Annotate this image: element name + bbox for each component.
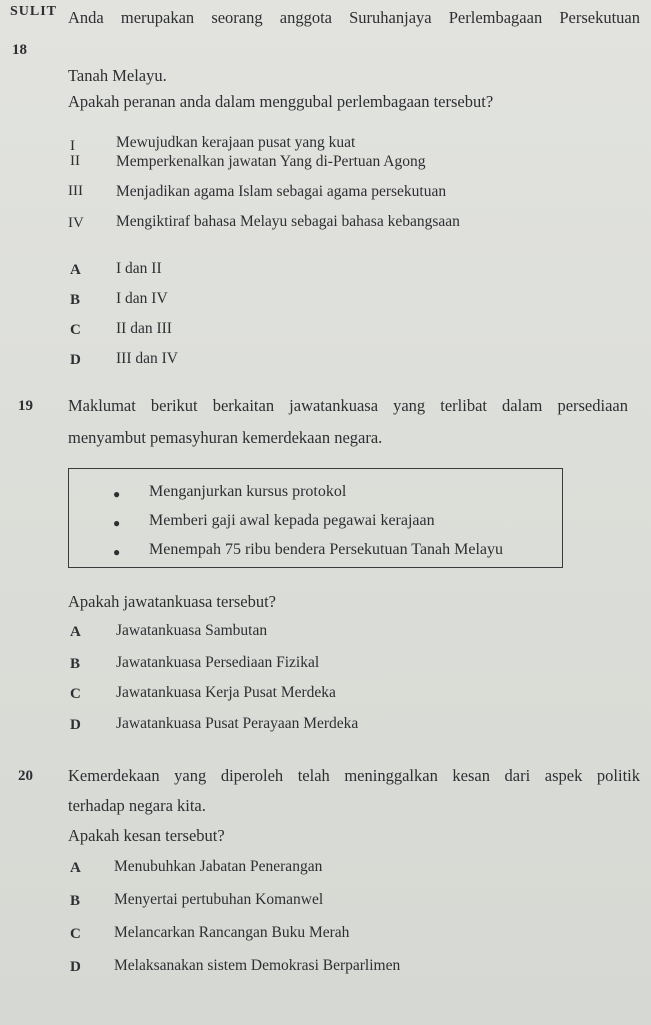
bullet-icon: ●: [113, 516, 121, 530]
info-box-item: [69, 539, 562, 569]
q19-option-b-letter[interactable]: B: [70, 656, 81, 672]
q20-option-a-text[interactable]: Menubuhkan Jabatan Penerangan: [114, 858, 323, 875]
q18-option-b-text[interactable]: I dan IV: [116, 290, 168, 307]
q19-option-d-text[interactable]: Jawatankuasa Pusat Perayaan Merdeka: [116, 715, 359, 732]
question-18-line2: Tanah Melayu.: [68, 66, 167, 85]
question-19-number: 19: [18, 398, 33, 414]
question-18-number: 18: [12, 42, 27, 58]
q18-option-b-letter[interactable]: B: [70, 292, 81, 308]
statement-2-number: II: [70, 153, 80, 169]
question-20-line1: Kemerdekaan yang diperoleh telah meninggalkan kesan dari aspek politik: [68, 766, 640, 785]
bullet-icon: ●: [113, 487, 121, 501]
info-box-item-text: Memberi gaji awal kepada pegawai kerajaan: [149, 512, 435, 529]
question-19-line1: Maklumat berikut berkaitan jawatankuasa yang terlibat dalam persediaan: [68, 396, 628, 415]
statement-2-text: Memperkenalkan jawatan Yang di-Pertuan Agong: [116, 153, 426, 170]
question-18-prompt: Apakah peranan anda dalam menggubal perlembagaan tersebut?: [68, 92, 494, 111]
page-header: SULIT: [10, 4, 58, 19]
q20-option-c-letter[interactable]: C: [70, 926, 81, 942]
q20-option-c-text[interactable]: Melancarkan Rancangan Buku Merah: [114, 924, 350, 941]
q18-option-a-letter[interactable]: A: [70, 262, 81, 278]
info-box-item-text: Menempah 75 ribu bendera Persekutuan Tanah Melayu: [149, 541, 504, 558]
q20-option-d-text[interactable]: Melaksanakan sistem Demokrasi Berparlimen: [114, 957, 401, 974]
q19-option-a-text[interactable]: Jawatankuasa Sambutan: [116, 622, 268, 639]
q19-option-d-letter[interactable]: D: [70, 717, 81, 733]
q20-option-a-letter[interactable]: A: [70, 860, 81, 876]
q20-option-d-letter[interactable]: D: [70, 959, 81, 975]
q18-option-c-letter[interactable]: C: [70, 322, 81, 338]
question-19-prompt: Apakah jawatankuasa tersebut?: [68, 592, 276, 611]
question-20-prompt: Apakah kesan tersebut?: [68, 826, 225, 845]
q19-option-c-letter[interactable]: C: [70, 686, 81, 702]
statement-3-number: III: [68, 183, 83, 199]
statement-3-text: Menjadikan agama Islam sebagai agama persekutuan: [116, 183, 447, 200]
q20-option-b-letter[interactable]: B: [70, 893, 81, 909]
info-box-item: [69, 481, 562, 511]
question-20-number: 20: [18, 768, 33, 784]
q18-option-d-text[interactable]: III dan IV: [116, 350, 178, 367]
info-box-item-text: Menganjurkan kursus protokol: [149, 483, 347, 500]
q20-option-b-text[interactable]: Menyertai pertubuhan Komanwel: [114, 891, 324, 908]
statement-1-text: Mewujudkan kerajaan pusat yang kuat: [116, 134, 356, 151]
q19-option-c-text[interactable]: Jawatankuasa Kerja Pusat Merdeka: [116, 684, 336, 701]
bullet-icon: ●: [113, 545, 121, 559]
statement-4-text: Mengiktiraf bahasa Melayu sebagai bahasa kebangsaan: [116, 213, 460, 230]
q18-option-a-text[interactable]: I dan II: [116, 260, 162, 277]
q18-option-d-letter[interactable]: D: [70, 352, 81, 368]
info-box-item: [69, 510, 562, 540]
q18-option-c-text[interactable]: II dan III: [116, 320, 172, 337]
statement-4-number: IV: [68, 215, 84, 231]
question-19-line2: menyambut pemasyhuran kemerdekaan negara.: [68, 428, 383, 447]
question-20-line2: terhadap negara kita.: [68, 796, 206, 815]
statement-1-number: I: [70, 138, 75, 154]
q19-option-b-text[interactable]: Jawatankuasa Persediaan Fizikal: [116, 654, 320, 671]
question-18-line1: Anda merupakan seorang anggota Suruhanjaya Perlembagaan Persekutuan: [68, 8, 640, 27]
q19-option-a-letter[interactable]: A: [70, 624, 81, 640]
info-box: [68, 468, 563, 568]
